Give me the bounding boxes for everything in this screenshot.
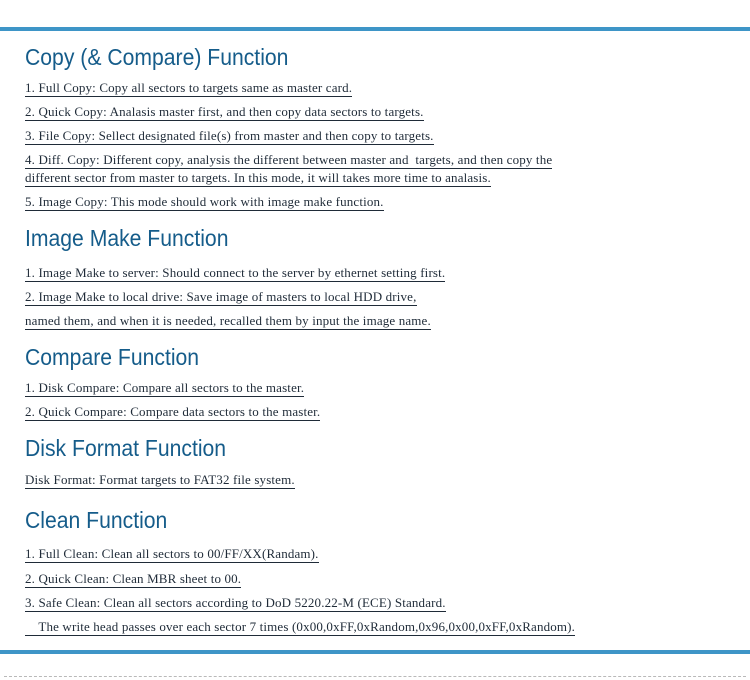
image-make-line-2: 2. Image Make to local drive: Save image of masters to local HDD drive, xyxy=(25,289,417,304)
disk-format-heading: Disk Format Function xyxy=(25,435,227,461)
dashed-divider xyxy=(4,676,746,677)
copy-line-4: 4. Diff. Copy: Different copy, analysis the different between master and targets, and then copy the xyxy=(25,152,553,167)
compare-line-2: 2. Quick Compare: Compare data sectors to the master. xyxy=(25,404,321,419)
copy-line-1: 1. Full Copy: Copy all sectors to targets same as master card. xyxy=(25,80,353,95)
image-make-line-1: 1. Image Make to server: Should connect to the server by ethernet setting first. xyxy=(25,265,446,280)
clean-line-2: 2. Quick Clean: Clean MBR sheet to 00. xyxy=(25,571,242,586)
bottom-divider xyxy=(0,650,750,654)
image-make-line-3: named them, and when it is needed, recalled them by input the image name. xyxy=(25,313,431,328)
disk-format-line-1: Disk Format: Format targets to FAT32 file system. xyxy=(25,472,295,487)
clean-line-3: 3. Safe Clean: Clean all sectors according to DoD 5220.22-M (ECE) Standard. xyxy=(25,595,446,610)
image-make-heading: Image Make Function xyxy=(25,225,229,251)
copy-line-5: 5. Image Copy: This mode should work with image make function. xyxy=(25,194,384,209)
copy-line-3: 3. File Copy: Sellect designated file(s) from master and then copy to targets. xyxy=(25,128,434,143)
clean-line-3-continued: The write head passes over each sector 7 times (0x00,0xFF,0xRandom,0x96,0x00,0xFF,0xRandom). xyxy=(25,619,576,634)
compare-line-1: 1. Disk Compare: Compare all sectors to the master. xyxy=(25,380,305,395)
compare-heading: Compare Function xyxy=(25,344,200,370)
copy-line-2: 2. Quick Copy: Analasis master first, and then copy data sectors to targets. xyxy=(25,104,424,119)
copy-function-heading: Copy (& Compare) Function xyxy=(25,44,289,70)
clean-heading: Clean Function xyxy=(25,507,168,533)
copy-line-4-continued: different sector from master to targets. In this mode, it will takes more time to analasis. xyxy=(25,170,491,185)
top-divider xyxy=(0,27,750,31)
clean-line-1: 1. Full Clean: Clean all sectors to 00/FF/XX(Randam). xyxy=(25,546,319,561)
